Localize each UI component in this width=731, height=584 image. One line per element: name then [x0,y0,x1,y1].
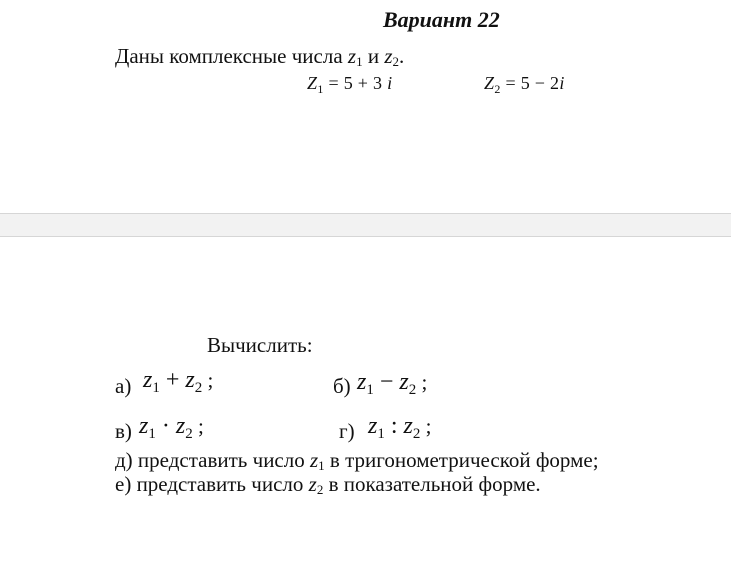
task-b-operator: − [373,369,400,395]
task-a-tail: ; [202,368,214,392]
eq1-imag: i [387,73,393,93]
variant-title: Вариант 22 [383,7,500,32]
task-g-sub1: 1 [377,426,385,442]
given-sub-2: 2 [392,54,400,69]
task-g-var2: z [403,413,413,439]
task-e-post: в показательной форме. [328,472,541,496]
task-d-sub: 1 [318,458,325,473]
task-v-var1: z [139,413,149,439]
eq2-rhs: = 5 − 2 [505,73,560,93]
task-b-var1: z [357,369,367,395]
eq1-var: Z [307,73,318,93]
task-e-pre: е) представить число [115,472,304,496]
task-v-expression [139,413,204,440]
eq1-sub: 1 [317,82,324,96]
task-b-label: б) [333,374,351,398]
task-b-tail: ; [416,370,428,394]
eq2-imag: i [559,73,565,93]
task-e-line [115,472,541,497]
task-v-tail: ; [192,414,204,438]
task-a-var2: z [185,367,195,393]
task-v-sub1: 1 [148,426,156,442]
task-v-sub2: 2 [185,426,193,442]
eq2-var: Z [484,73,495,93]
task-g-var1: z [368,413,378,439]
eq1-rhs: = 5 + 3 [328,73,383,93]
equation-z1 [307,73,392,94]
eq2-sub: 2 [494,82,501,96]
given-end: . [399,44,405,68]
task-g-sub2: 2 [412,426,421,442]
task-b-var2: z [399,369,409,395]
task-e-var: z [308,472,317,496]
given-var-1: z [347,44,357,68]
task-b-sub2: 2 [408,382,417,398]
task-b-sub1: 1 [366,382,374,398]
task-a-sub2: 2 [194,380,203,396]
given-sub-1: 1 [356,54,363,69]
task-a-operator: + [159,367,186,393]
given-var-2: z [384,44,393,68]
task-g-expression [368,413,431,440]
task-a-sub1: 1 [152,380,160,396]
compute-label: Вычислить: [207,333,313,357]
page-break-divider [0,213,731,237]
task-g-operator: : [384,413,404,439]
task-e-sub: 2 [316,482,324,497]
given-text: Даны комплексные числа [115,44,343,68]
task-b-expression [357,369,427,396]
task-g-tail: ; [420,414,432,438]
task-a-var1: z [143,367,153,393]
task-a-label: а) [115,374,132,398]
equation-z2 [484,73,565,94]
task-v-operator: · [155,413,176,439]
task-d-post: в тригонометрической форме; [329,448,599,472]
given-statement [115,44,404,69]
given-conj: и [367,44,380,68]
task-v-var2: z [175,413,186,439]
task-a-expression [143,367,213,394]
task-v-label: в) [115,419,132,443]
task-g-label: г) [339,419,355,443]
task-d-pre: д) представить число [115,448,305,472]
task-d-var: z [309,448,319,472]
task-d-line [115,448,599,473]
